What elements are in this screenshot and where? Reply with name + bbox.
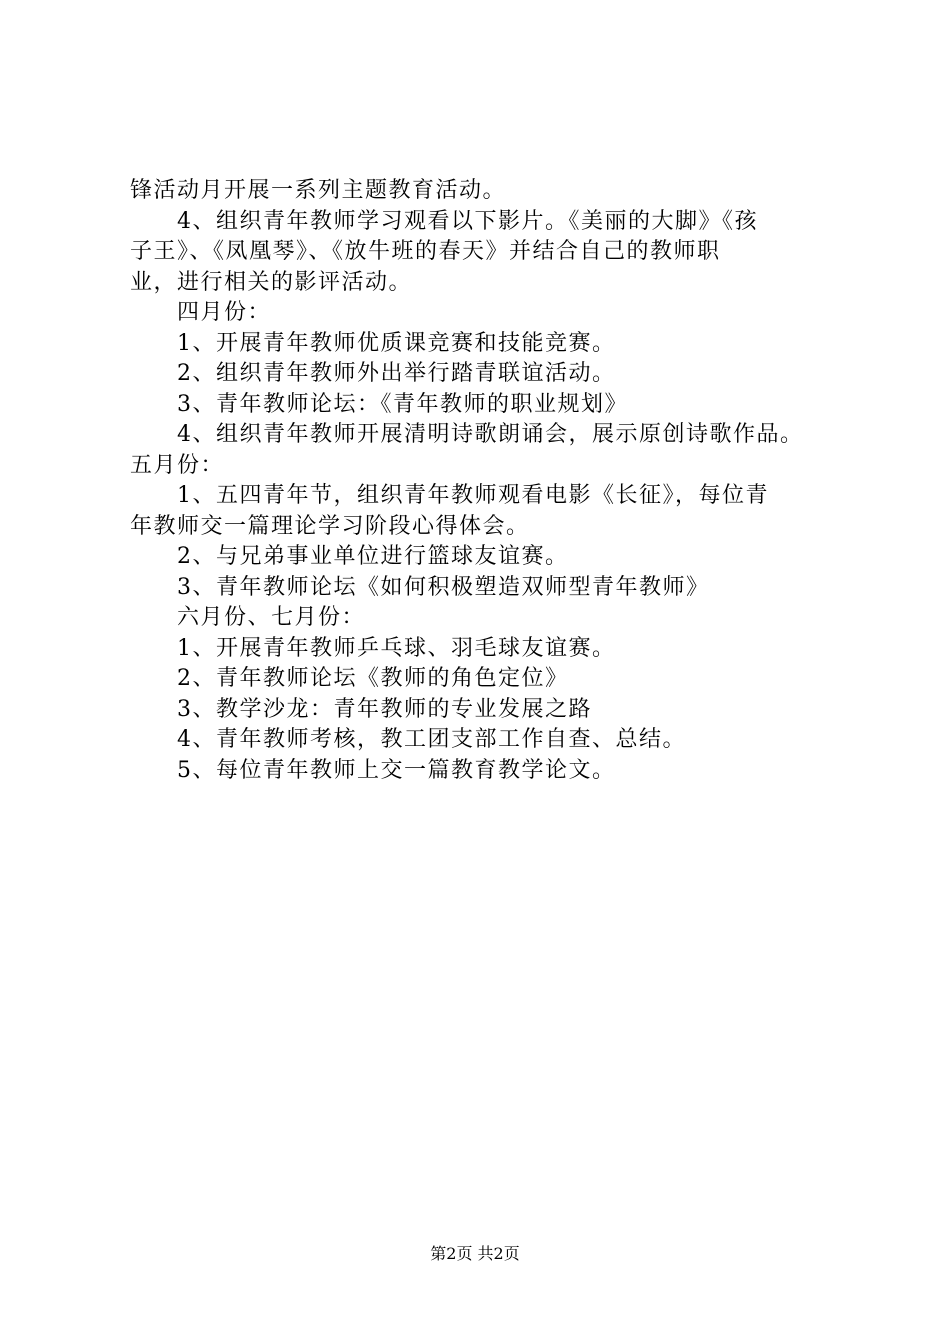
text-line-3: 子王》、《凤凰琴》、《放牛班的春天》并结合自己的教师职 — [130, 239, 721, 264]
text-line-2: 4、组织青年教师学习观看以下影片。《美丽的大脚》《孩 — [177, 208, 758, 234]
text-line-8: 3、青年教师论坛：《青年教师的职业规划》 — [177, 391, 628, 417]
text-line-12: 年教师交一篇理论学习阶段心得体会。 — [130, 513, 530, 539]
text-line-20: 5、每位青年教师上交一篇教育教学论文。 — [177, 757, 616, 783]
text-line-1: 锋活动月开展一系列主题教育活动。 — [130, 178, 507, 203]
section-heading-may: 五月份： — [130, 452, 225, 478]
document-body — [130, 176, 840, 786]
page-number-footer: 第2页 共2页 — [430, 1244, 520, 1263]
text-line-16: 1、开展青年教师乒乓球、羽毛球友谊赛。 — [177, 635, 616, 661]
text-line-9: 4、组织青年教师开展清明诗歌朗诵会，展示原创诗歌作品。 — [177, 422, 804, 447]
text-line-19: 4、青年教师考核，教工团支部工作自查、总结。 — [177, 727, 686, 752]
section-heading-april: 四月份： — [177, 300, 272, 325]
text-line-11: 1、五四青年节，组织青年教师观看电影《长征》，每位青 — [177, 483, 769, 508]
text-line-6: 1、开展青年教师优质课竞赛和技能竞赛。 — [177, 330, 616, 356]
text-line-14: 3、青年教师论坛《如何积极塑造双师型青年教师》 — [177, 574, 710, 600]
text-line-18: 3、教学沙龙：青年教师的专业发展之路 — [177, 696, 592, 722]
text-line-7: 2、组织青年教师外出举行踏青联谊活动。 — [177, 361, 616, 386]
text-line-13: 2、与兄弟事业单位进行篮球友谊赛。 — [177, 544, 569, 569]
text-line-4: 业，进行相关的影评活动。 — [130, 269, 413, 295]
section-heading-june-july: 六月份、七月份： — [177, 605, 366, 630]
text-line-17: 2、青年教师论坛《教师的角色定位》 — [177, 666, 569, 691]
